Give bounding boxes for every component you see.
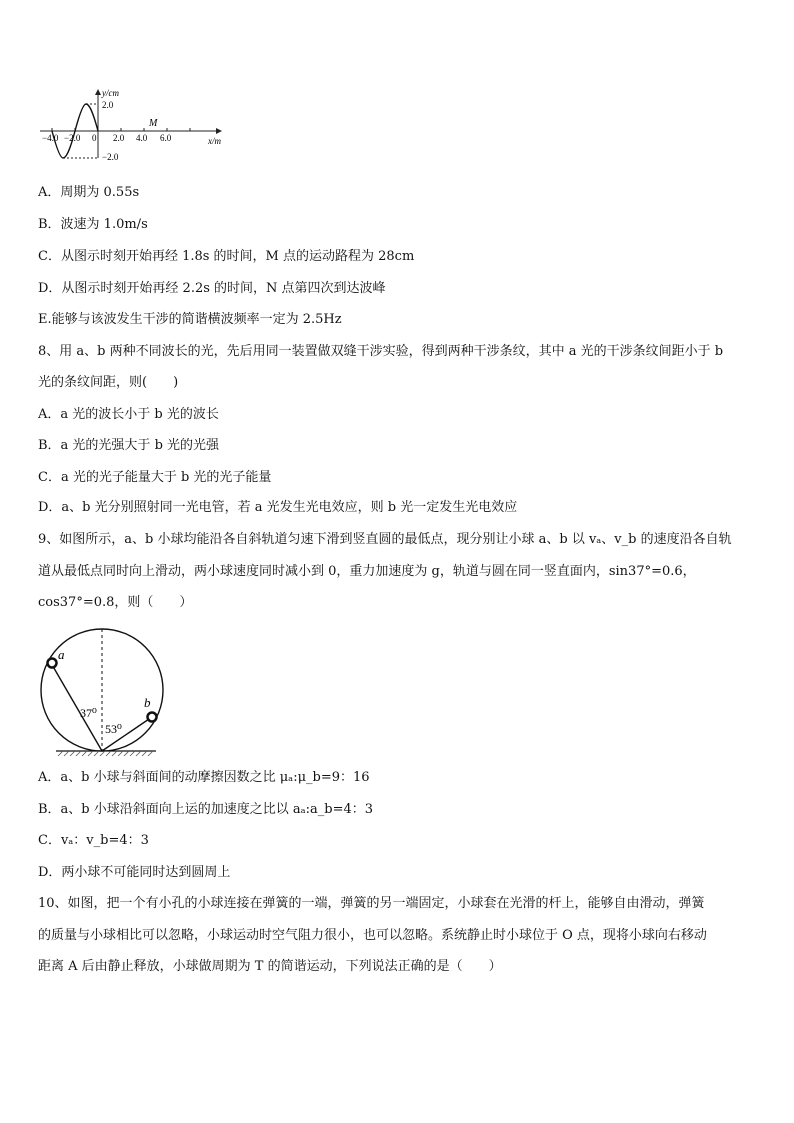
- ground-hatching: [58, 751, 153, 756]
- label-b: b: [144, 695, 151, 710]
- q10-stem-line3: 距离 A 后由静止释放，小球做周期为 T 的简谐运动，下列说法正确的是（ ）: [38, 959, 502, 974]
- q10-stem-line1: 10、如图，把一个有小孔的小球连接在弹簧的一端，弹簧的另一端固定，小球套在光滑的杆上，能够自由滑动，弹簧: [38, 896, 705, 911]
- q8-option-c: C．a 光的光子能量大于 b 光的光子能量: [38, 470, 272, 485]
- label-a: a: [58, 647, 65, 662]
- x-axis-label: x/m: [208, 136, 221, 146]
- x-tick-label: 6.0: [160, 133, 172, 143]
- x-tick-label: 4.0: [136, 133, 148, 143]
- q9-stem-line1: 9、如图所示，a、b 小球均能沿各自斜轨道匀速下滑到竖直圆的最低点，现分别让小球 a、b 以 vₐ、v_b 的速度沿各自轨: [38, 532, 732, 547]
- x-axis-arrow: [216, 128, 222, 134]
- point-m-label: M: [149, 118, 158, 129]
- y-bottom-label: −2.0: [102, 152, 119, 162]
- circle-track-figure: [36, 625, 176, 760]
- q9-option-b: B．a、b 小球沿斜面向上运的加速度之比以 aₐ:a_b=4：3: [38, 802, 374, 817]
- ball-b: [148, 713, 157, 722]
- q9-stem-line3: cos37°=0.8，则（ ）: [38, 595, 193, 610]
- x-tick-label: 2.0: [113, 133, 125, 143]
- angle-37-label: 37⁰: [80, 706, 97, 720]
- q9-option-c: C．vₐ：v_b=4：3: [38, 833, 149, 848]
- q7-option-e: E.能够与该波发生干涉的简谐横波频率一定为 2.5Hz: [38, 312, 342, 327]
- x-tick-label: −4.0: [42, 133, 59, 143]
- y-top-label: 2.0: [102, 100, 114, 110]
- x-tick-label: −2.0: [64, 133, 81, 143]
- ball-a: [48, 659, 57, 668]
- y-axis-label: y/cm: [102, 88, 119, 98]
- wave-figure: [36, 86, 236, 162]
- q10-stem-line2: 的质量与小球相比可以忽略，小球运动时空气阻力很小，也可以忽略。系统静止时小球位于 O 点，现将小球向右移动: [38, 928, 707, 943]
- q8-option-a: A．a 光的波长小于 b 光的波长: [38, 407, 219, 422]
- q7-option-c: C．从图示时刻开始再经 1.8s 的时间，M 点的运动路程为 28cm: [38, 249, 415, 264]
- q8-option-d: D．a、b 光分别照射同一光电管，若 a 光发生光电效应，则 b 光一定发生光电效应: [38, 500, 518, 515]
- q8-stem-line2: 光的条纹间距，则( ): [38, 375, 179, 390]
- x-tick-label: 0: [92, 133, 97, 143]
- q9-option-a: A．a、b 小球与斜面间的动摩擦因数之比 μₐ:μ_b=9：16: [38, 770, 370, 785]
- y-axis-arrow: [95, 89, 101, 95]
- angle-53-label: 53⁰: [105, 722, 122, 736]
- q8-option-b: B．a 光的光强大于 b 光的光强: [38, 438, 220, 453]
- q8-stem-line1: 8、用 a、b 两种不同波长的光，先后用同一装置做双缝干涉实验，得到两种干涉条纹，其中 a 光的干涉条纹间距小于 b: [38, 344, 724, 359]
- q7-option-a: A．周期为 0.55s: [38, 185, 140, 200]
- q9-stem-line2: 道从最低点同时向上滑动，两小球速度同时减小到 0，重力加速度为 g，轨道与圆在同一竖直面内，sin37°=0.6，: [38, 564, 696, 579]
- q7-option-d: D．从图示时刻开始再经 2.2s 的时间，N 点第四次到达波峰: [38, 281, 386, 296]
- q7-option-b: B．波速为 1.0m/s: [38, 217, 148, 232]
- q9-option-d: D．两小球不可能同时达到圆周上: [38, 865, 231, 880]
